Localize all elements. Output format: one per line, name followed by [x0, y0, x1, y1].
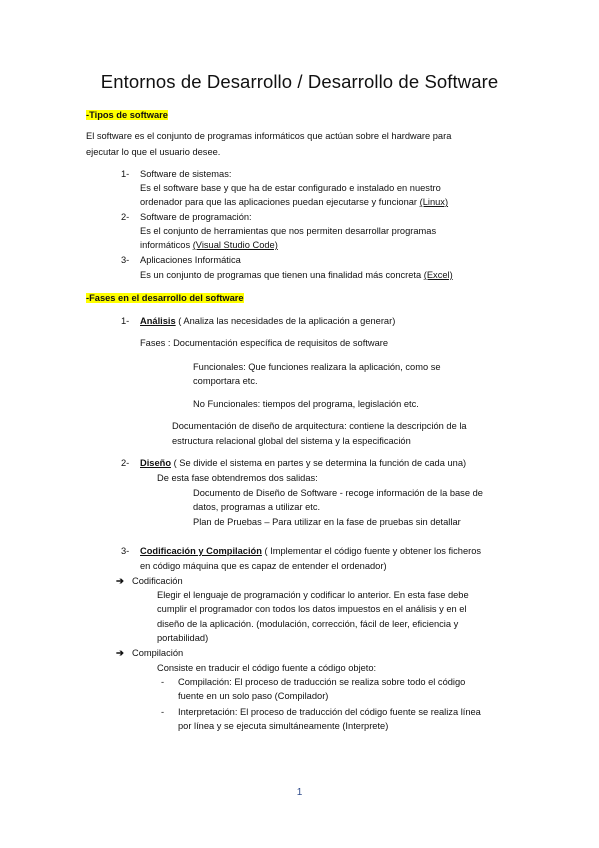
list-number: 3-: [121, 255, 130, 265]
codificacion-line-1: Elegir el lenguaje de programación y codificar lo anterior. En esta fase debe: [157, 590, 469, 600]
list-item-line: [140, 239, 278, 251]
highlighted-heading: -Tipos de software: [86, 110, 168, 120]
compilacion-bullet-1-line-2: fuente en un solo paso (Compilador): [178, 691, 329, 701]
diseno-line-4: Plan de Pruebas – Para utilizar en la fase de pruebas sin detallar: [193, 517, 461, 527]
phase-codificacion-compilacion: [140, 545, 481, 557]
example-link: (Linux): [419, 197, 449, 207]
diseno-line-1: De esta fase obtendremos dos salidas:: [157, 473, 318, 483]
section-heading-tipos: [86, 109, 168, 121]
codif-line-2: en código máquina que es capaz de entender el ordenador): [140, 561, 387, 571]
list-item-line: Es el conjunto de herramientas que nos permiten desarrollar programas: [140, 226, 437, 236]
list-number: 1-: [121, 169, 130, 179]
funcionales-line-2: comportara etc.: [193, 376, 258, 386]
list-number: 3-: [121, 546, 130, 556]
intro-line-2: ejecutar lo que el usuario desee.: [86, 147, 221, 157]
example-link: (Excel): [423, 270, 453, 280]
codificacion-line-2: cumplir el programador con todos los datos impuestos en el análisis y en el: [157, 604, 467, 614]
compilacion-line-1: Consiste en traducir el código fuente a código objeto:: [157, 663, 377, 673]
funcionales-line-1: Funcionales: Que funciones realizara la aplicación, como se: [193, 362, 441, 372]
list-item-head: Software de programación:: [140, 212, 252, 222]
arrow-right-icon: ➔: [116, 648, 124, 658]
list-item-line: Es el software base y que ha de estar configurado e instalado en nuestro: [140, 183, 441, 193]
arrow-right-icon: ➔: [116, 576, 124, 586]
page-title: Entornos de Desarrollo / Desarrollo de Software: [100, 71, 499, 92]
phase-analisis: [140, 315, 395, 327]
list-item-line: [140, 196, 448, 208]
compilacion-bullet-2-line-1: Interpretación: El proceso de traducción del código fuente se realiza línea: [178, 707, 481, 717]
arquitectura-line-1: Documentación de diseño de arquitectura: contiene la descripción de la: [172, 421, 467, 431]
example-link: (Visual Studio Code): [192, 240, 278, 250]
list-item-line: [140, 269, 453, 281]
compilacion-bullet-2-line-2: por línea y se ejecuta simultáneamente (Interprete): [178, 721, 389, 731]
phase-desc: ( Implementar el código fuente y obtener los ficheros: [261, 546, 482, 556]
fases-line: Fases : Documentación específica de requisitos de software: [140, 338, 389, 348]
list-number: 2-: [121, 212, 130, 222]
diseno-line-2: Documento de Diseño de Software - recoge información de la base de: [193, 488, 483, 498]
codificacion-line-4: portabilidad): [157, 633, 209, 643]
intro-line-1: El software es el conjunto de programas informáticos que actúan sobre el hardware para: [86, 131, 452, 141]
bullet-dash: -: [161, 707, 165, 717]
phase-name: Análisis: [140, 316, 176, 326]
list-item-head: Aplicaciones Informática: [140, 255, 241, 265]
compilacion-head: Compilación: [132, 648, 184, 658]
list-item-text: Es un conjunto de programas que tienen una finalidad más concreta: [140, 270, 424, 280]
codificacion-line-3: diseño de la aplicación. (modulación, corrección, fácil de leer, eficiencia y: [157, 619, 459, 629]
highlighted-heading: -Fases en el desarrollo del software: [86, 293, 244, 303]
phase-name: Codificación y Compilación: [140, 546, 262, 556]
list-item-text: informáticos: [140, 240, 193, 250]
compilacion-bullet-1-line-1: Compilación: El proceso de traducción se realiza sobre todo el código: [178, 677, 466, 687]
phase-desc: ( Se divide el sistema en partes y se determina la función de cada una): [171, 458, 467, 468]
page-number: 1: [296, 787, 303, 798]
list-item-head: Software de sistemas:: [140, 169, 232, 179]
no-funcionales-line: No Funcionales: tiempos del programa, legislación etc.: [193, 399, 419, 409]
list-item-text: ordenador para que las aplicaciones puedan ejecutarse y funcionar: [140, 197, 420, 207]
diseno-line-3: datos, programas a utilizar etc.: [193, 502, 321, 512]
list-number: 2-: [121, 458, 130, 468]
section-heading-fases: [86, 292, 244, 304]
phase-name: Diseño: [140, 458, 171, 468]
list-number: 1-: [121, 316, 130, 326]
bullet-dash: -: [161, 677, 165, 687]
codificacion-head: Codificación: [132, 576, 183, 586]
phase-diseno: [140, 457, 466, 469]
phase-desc: ( Analiza las necesidades de la aplicación a generar): [175, 316, 396, 326]
arquitectura-line-2: estructura relacional global del sistema y la especificación: [172, 436, 411, 446]
